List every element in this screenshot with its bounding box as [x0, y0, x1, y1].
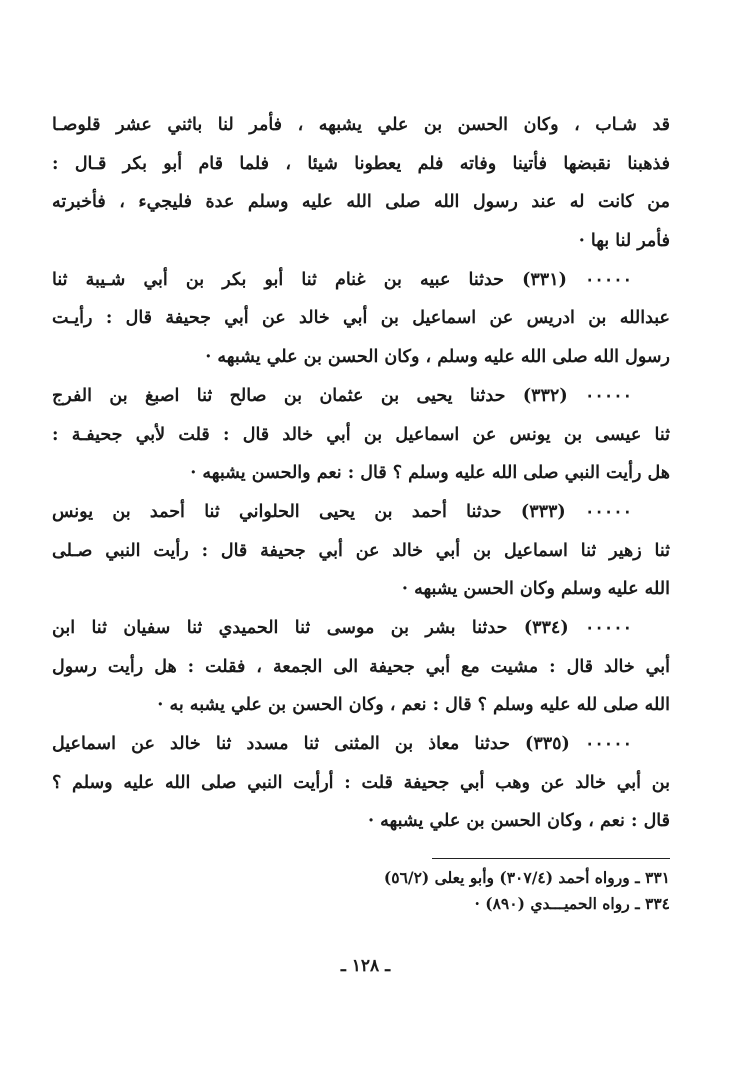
footnote-334: ٣٣٤ ـ رواه الحميـــدي (٨٩٠) ·: [474, 894, 670, 913]
hadith-332-line: ٠٠٠٠٠ (٣٣٢) حدثنا يحيى بن عثمان بن صالح ثنا اصبغ بن الفرج: [52, 385, 633, 406]
text-line: رسول الله صلى الله عليه وسلم ، وكان الحسن بن علي يشبهه ·: [205, 347, 670, 368]
text-line: فأمر لنا بها ·: [578, 231, 670, 252]
hadith-text-block: [52, 106, 670, 841]
text-line: أبي خالد قال : مشيت مع أبي جحيفة الى الجمعة ، فقلت : هل رأيت رسول: [52, 656, 670, 677]
footnote-divider: [432, 858, 670, 859]
text-line: بن أبي خالد عن وهب أبي جحيفة قلت : أرأيت النبي صلى الله عليه وسلم ؟: [52, 772, 670, 793]
text-line: الله عليه وسلم وكان الحسن يشبهه ·: [401, 579, 670, 600]
hadith-331-line: ٠٠٠٠٠ (٣٣١) حدثنا عبيه بن غنام ثنا أبو بكر بن أبي شـيبة ثنا: [52, 269, 633, 290]
text-line: الله صلى لله عليه وسلم ؟ قال : نعم ، وكان الحسن بن علي يشبه به ·: [157, 695, 670, 716]
text-line: هل رأيت النبي صلى الله عليه وسلم ؟ قال : نعم والحسن يشبهه ·: [190, 463, 670, 484]
footnotes: [260, 865, 670, 917]
text-line: قال : نعم ، وكان الحسن بن علي يشبهه ·: [367, 811, 670, 832]
text-line: من كانت له عند رسول الله صلى الله عليه وسلم عدة فليجيء ، فأخبرته: [52, 192, 670, 213]
text-line: ثنا عيسى بن يونس عن اسماعيل بن أبي خالد قال : قلت لأبي جحيفـة :: [52, 424, 670, 445]
hadith-335-line: ٠٠٠٠٠ (٣٣٥) حدثنا معاذ بن المثنى ثنا مسدد ثنا خالد عن اسماعيل: [52, 734, 632, 754]
page-number: ـ ١٢٨ ـ: [340, 956, 391, 976]
text-line: قد شـاب ، وكان الحسن بن علي يشبهه ، فأمر لنا باثني عشر قلوصـا: [52, 115, 670, 135]
text-line: عبدالله بن ادريس عن اسماعيل بن أبي خالد عن أبي جحيفة قال : رأيـت: [52, 308, 670, 329]
text-line: فذهبنا نقبضها فأتينا وفاته فلم يعطونا شيئا ، فلما قام أبو بكر قـال :: [52, 153, 670, 174]
text-line: ثنا زهير ثنا اسماعيل بن أبي خالد عن أبي جحيفة قال : رأيت النبي صـلى: [52, 540, 670, 561]
hadith-334-line: ٠٠٠٠٠ (٣٣٤) حدثنا بشر بن موسى ثنا الحميدي ثنا سفيان ثنا ابن: [52, 617, 633, 638]
hadith-333-line: ٠٠٠٠٠ (٣٣٣) حدثنا أحمد بن يحيى الحلواني ثنا أحمد بن يونس: [52, 501, 633, 522]
footnote-331: ٣٣١ ـ ورواه أحمد (٣٠٧/٤) وأبو يعلى (٥٦/٢): [383, 868, 670, 887]
